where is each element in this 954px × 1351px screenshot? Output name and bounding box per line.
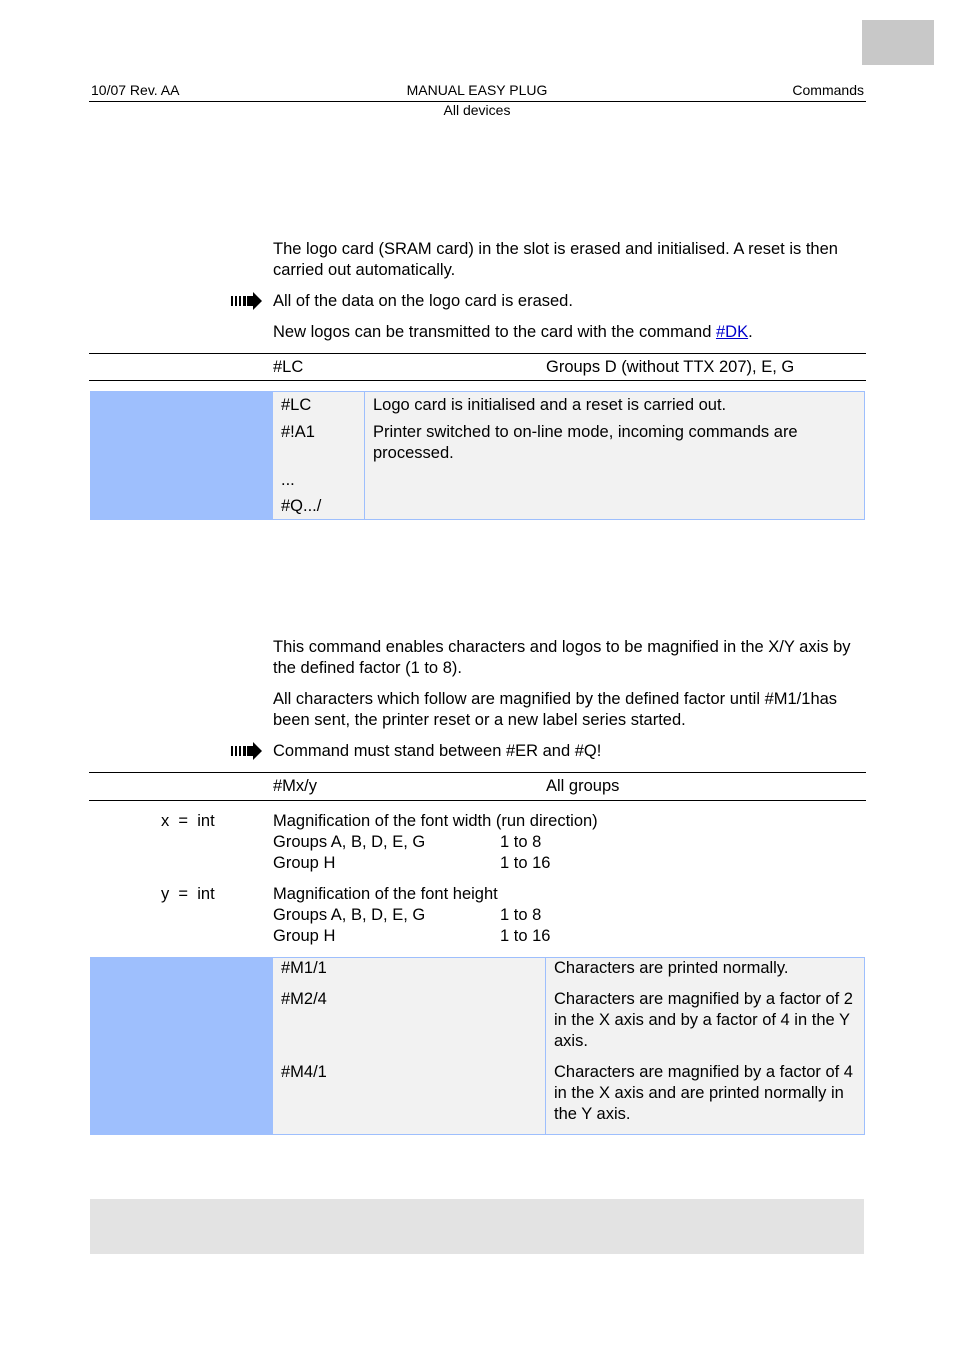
m-para2: All characters which follow are magnified by the defined factor until #M1/1has been sent, the printer reset or a new label series started.	[273, 690, 838, 729]
m-syntax: #Mx/y	[273, 777, 318, 795]
header-section: Commands	[792, 82, 864, 98]
page-corner-tab	[862, 20, 934, 65]
header-revision: 10/07 Rev. AA	[91, 82, 180, 98]
pointing-hand-arrow-icon	[231, 742, 263, 760]
param-x-name: x = int	[161, 812, 215, 830]
param-x-group: Group H	[273, 854, 336, 872]
m-example-code: #M2/4	[281, 990, 327, 1008]
lc-new-logos	[273, 322, 853, 343]
param-y-group: Groups A, B, D, E, G	[273, 906, 426, 924]
param-y-desc: Magnification of the font height	[273, 885, 498, 903]
lc-example-code: ...	[281, 471, 295, 489]
lc-syntax: #LC	[273, 358, 304, 376]
m-note: Command must stand between #ER and #Q!	[273, 742, 602, 760]
m-example-code: #M1/1	[281, 959, 327, 977]
m-syntax-top-rule	[89, 772, 866, 773]
pointing-hand-arrow-icon	[231, 292, 263, 310]
param-x-range: 1 to 8	[500, 833, 542, 851]
param-x-group: Groups A, B, D, E, G	[273, 833, 426, 851]
m-example-code: #M4/1	[281, 1063, 327, 1081]
param-y-name: y = int	[161, 885, 215, 903]
lc-new-logos-suffix: .	[748, 323, 753, 341]
lc-example-divider	[364, 391, 365, 520]
m-example-desc: Characters are magnified by a factor of 4 in the X axis and are printed normally in the Y axis.	[554, 1063, 853, 1123]
m-example-desc: Characters are printed normally.	[554, 959, 789, 977]
lc-example-desc: Logo card is initialised and a reset is carried out.	[373, 396, 727, 414]
lc-syntax-top-rule	[89, 353, 866, 354]
m-example-sidebar	[90, 957, 272, 1135]
dk-command-link[interactable]: #DK	[715, 323, 749, 341]
m-groups: All groups	[546, 777, 620, 795]
lc-groups: Groups D (without TTX 207), E, G	[546, 358, 795, 376]
param-x-range: 1 to 16	[500, 854, 551, 872]
lc-syntax-bottom-rule	[89, 380, 866, 381]
lc-intro: The logo card (SRAM card) in the slot is erased and initialised. A reset is then carried out automatically.	[273, 240, 838, 279]
lc-example-code: #Q.../	[281, 497, 322, 515]
lc-example-sidebar	[90, 391, 272, 520]
m-example-divider	[545, 957, 546, 1135]
header-subtitle: All devices	[443, 102, 511, 118]
lc-example-desc: Printer switched to on-line mode, incoming commands are processed.	[373, 423, 798, 462]
param-y-group: Group H	[273, 927, 336, 945]
lc-example-code: #!A1	[281, 423, 315, 441]
param-y-range: 1 to 8	[500, 906, 542, 924]
m-example-desc: Characters are magnified by a factor of 2 in the X axis and by a factor of 4 in the Y axis.	[554, 990, 853, 1050]
footer-band	[90, 1199, 864, 1254]
m-syntax-bottom-rule	[89, 800, 866, 801]
lc-new-logos-text: New logos can be transmitted to the card with the command	[273, 323, 716, 341]
param-x-desc: Magnification of the font width (run direction)	[273, 812, 598, 830]
lc-note: All of the data on the logo card is erased.	[273, 292, 573, 310]
header-title: MANUAL EASY PLUG	[406, 82, 548, 98]
m-intro: This command enables characters and logos to be magnified in the X/Y axis by the defined factor (1 to 8).	[273, 638, 851, 677]
lc-example-code: #LC	[281, 396, 312, 414]
param-y-range: 1 to 16	[500, 927, 551, 945]
